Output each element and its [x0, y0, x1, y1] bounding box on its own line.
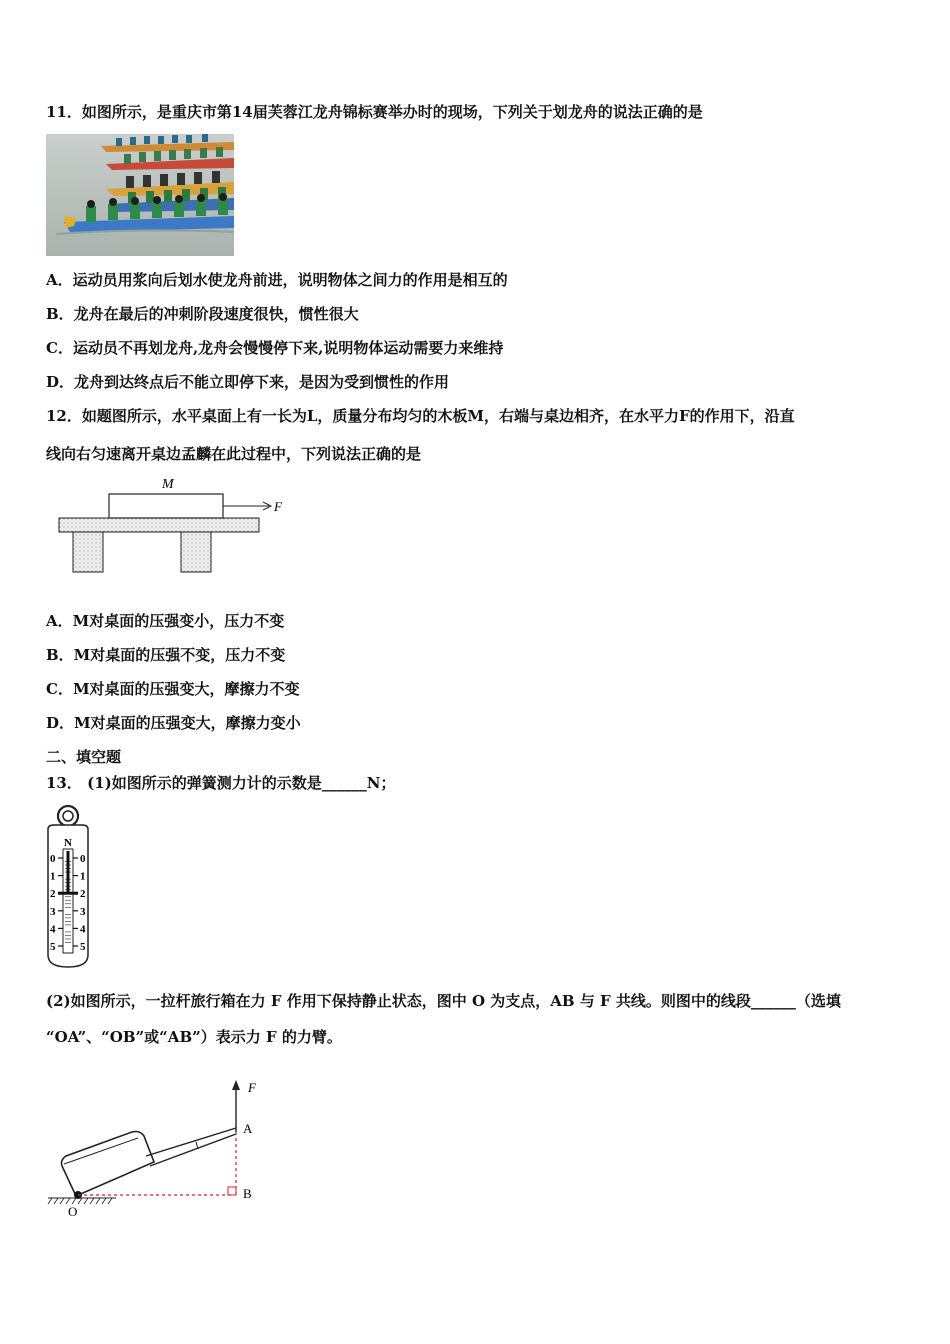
board-label: M	[162, 477, 174, 492]
q12-option-b: B．M对桌面的压强不变，压力不变	[46, 646, 286, 664]
tick-label: 5	[50, 941, 56, 953]
handle-rod-top	[146, 1128, 236, 1156]
q11-option-c: C．运动员不再划龙舟,龙舟会慢慢停下来,说明物体运动需要力来维持	[46, 339, 504, 357]
table-leg-left	[73, 532, 103, 572]
tick-label: 3	[80, 905, 86, 918]
tick-label: 2	[80, 888, 86, 901]
tick-label: 4	[80, 923, 86, 936]
point-a-label: A	[243, 1121, 253, 1136]
tick-label: 1	[50, 870, 56, 883]
force-label: F	[274, 499, 282, 514]
unit-label: N	[64, 837, 72, 849]
q11-option-b: B．龙舟在最后的冲刺阶段速度很快，惯性很大	[46, 305, 359, 323]
force-f-label: F	[248, 1080, 256, 1095]
scale-ring	[58, 806, 78, 826]
table-board-figure	[55, 470, 295, 580]
tick-label: 1	[80, 870, 86, 883]
table-top	[59, 518, 259, 532]
spring-scale-figure	[44, 803, 92, 970]
tick-label: 0	[50, 853, 56, 865]
handle-rod-bottom	[150, 1134, 236, 1166]
section-title: 二、填空题	[46, 748, 122, 766]
q13-part2-line1: (2)如图所示，一拉杆旅行箱在力 F 作用下保持静止状态，图中 O 为支点，AB 与 F 共线。则图中的线段______（选填	[46, 992, 841, 1010]
q12-stem-line2: 线向右匀速离开桌边孟麟在此过程中，下列说法正确的是	[46, 445, 422, 463]
q12-option-d: D．M对桌面的压强变大，摩擦力变小	[46, 714, 301, 732]
board-m	[109, 494, 223, 518]
q12-option-c: C．M对桌面的压强变大，摩擦力不变	[46, 680, 300, 698]
suitcase	[62, 1132, 155, 1197]
dragon-boat-photo	[46, 134, 234, 256]
suitcase-lever-figure	[46, 1076, 276, 1222]
q12-option-a: A．M对桌面的压强变小，压力不变	[46, 612, 285, 630]
tick-label: 3	[50, 905, 56, 918]
tick-label: 5	[80, 941, 86, 953]
q13-part2-line2: “OA”、“OB”或“AB”）表示力 F 的力臂。	[46, 1028, 342, 1046]
tick-label: 4	[50, 923, 56, 936]
q11-option-a: A．运动员用浆向后划水使龙舟前进，说明物体之间力的作用是相互的	[46, 271, 508, 289]
q12-stem-line1: 12．如题图所示，水平桌面上有一长为L，质量分布均匀的木板M，右端与桌边相齐，在水平力F的作用下，沿直	[46, 407, 795, 425]
q13-part1: 13． (1)如图所示的弹簧测力计的示数是______N；	[46, 774, 396, 792]
point-b-label: B	[243, 1186, 252, 1201]
q11-option-d: D．龙舟到达终点后不能立即停下来，是因为受到惯性的作用	[46, 373, 450, 391]
tick-label: 0	[80, 853, 86, 865]
q11-stem: 11．如图所示，是重庆市第14届芙蓉江龙舟锦标赛举办时的现场，下列关于划龙舟的说法正确的是	[46, 103, 703, 121]
pivot-o-label: O	[68, 1204, 78, 1219]
table-leg-right	[181, 532, 211, 572]
tick-label: 2	[50, 888, 56, 901]
